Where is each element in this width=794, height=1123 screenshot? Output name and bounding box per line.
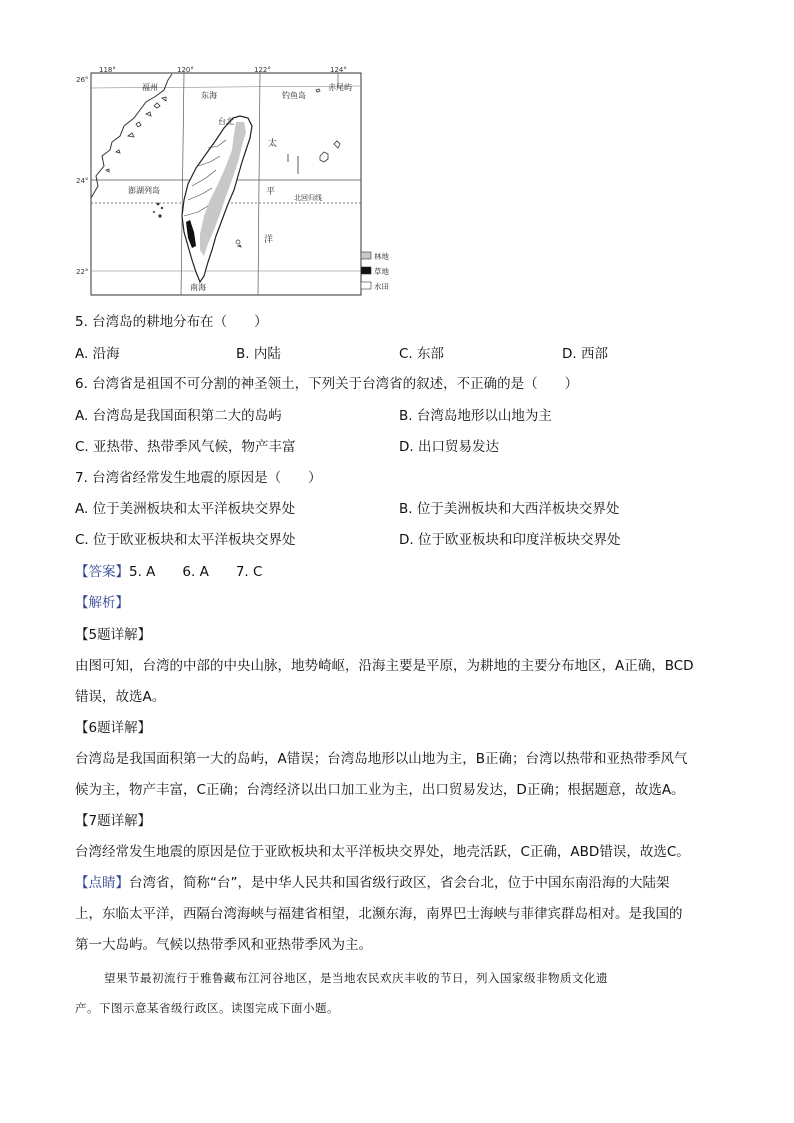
- q6-option-c[interactable]: C. 亚热带、热带季风气候，物产丰富: [75, 439, 296, 455]
- detail5-line2: 错误，故选A。: [75, 689, 166, 705]
- label-penghu: 澎湖列岛: [128, 186, 160, 195]
- lanyu-island: [238, 245, 241, 247]
- detail7-tag: 【7题详解】: [75, 813, 152, 829]
- legend-swatch-forest: [361, 252, 371, 259]
- label-diaoyu: 钓鱼岛: [282, 91, 306, 100]
- next-intro-line2: 产。下图示意某省级行政区。读图完成下面小题。: [75, 1001, 339, 1015]
- lon-label-124: 124°: [330, 66, 347, 74]
- lat-label-24: 24°: [76, 177, 89, 185]
- legend-swatch-grass: [361, 267, 371, 274]
- detail5-line1: 由图可知，台湾的中部的中央山脉，地势崎岖，沿海主要是平原，为耕地的主要分布地区，A正确，BCD: [75, 658, 694, 674]
- q7-option-a[interactable]: A. 位于美洲板块和太平洋板块交界处: [75, 501, 296, 517]
- lon-line-120: [181, 73, 184, 295]
- mainland-coast: [91, 74, 172, 198]
- detail5-tag: 【5题详解】: [75, 627, 152, 643]
- q5-option-b[interactable]: B. 内陆: [236, 346, 281, 362]
- analysis-tag: 【解析】: [75, 595, 129, 611]
- legend-label-grass: 草地: [374, 267, 389, 276]
- label-tropic: 北回归线: [294, 194, 322, 202]
- q7-stem: 7. 台湾省经常发生地震的原因是（ ）: [75, 470, 322, 486]
- q5-option-d[interactable]: D. 西部: [562, 346, 608, 362]
- dianjing-line2: 上，东临太平洋，西隔台湾海峡与福建省相望，北濒东海，南界巴士海峡与菲律宾群岛相对。是我国的: [75, 906, 683, 922]
- dianjing-text-1: 台湾省，简称“台”，是中华人民共和国省级行政区，省会台北，位于中国东南沿海的大陆架: [129, 875, 670, 891]
- detail7-line1: 台湾经常发生地震的原因是位于亚欧板块和太平洋板块交界处，地壳活跃，C正确，ABD错误，故选C。: [75, 844, 690, 860]
- q6-option-d[interactable]: D. 出口贸易发达: [399, 439, 499, 455]
- east-island-1: [320, 152, 328, 162]
- detail6-tag: 【6题详解】: [75, 720, 152, 736]
- label-ping: 平: [266, 187, 276, 197]
- label-tai: 太: [268, 139, 278, 149]
- lat-line-26: [91, 86, 361, 88]
- q7-option-b[interactable]: B. 位于美洲板块和大西洋板块交界处: [399, 501, 620, 517]
- legend-label-forest: 林地: [374, 252, 389, 261]
- q7-option-d[interactable]: D. 位于欧亚板块和印度洋板块交界处: [399, 532, 621, 548]
- taiwan-map: [76, 66, 396, 298]
- lon-label-118: 118°: [99, 66, 116, 74]
- dianjing-line1: [75, 873, 670, 893]
- label-nanhai: 南海: [190, 283, 206, 292]
- lon-label-122: 122°: [254, 66, 271, 74]
- legend-swatch-paddy: [361, 282, 371, 289]
- dianjing-tag: 【点睛】: [75, 875, 129, 891]
- q7-option-c[interactable]: C. 位于欧亚板块和太平洋板块交界处: [75, 532, 296, 548]
- answer-tag: 【答案】: [75, 564, 129, 580]
- q6-option-a[interactable]: A. 台湾岛是我国面积第二大的岛屿: [75, 408, 282, 424]
- label-fuzhou: 福州: [142, 83, 158, 92]
- lat-label-26: 26°: [76, 76, 89, 84]
- answer-line: [75, 562, 262, 582]
- legend-label-paddy: 水田: [374, 282, 389, 291]
- dianjing-line3: 第一大岛屿。气候以热带季风和亚热带季风为主。: [75, 937, 372, 953]
- lon-label-120: 120°: [177, 66, 194, 74]
- penghu-islands: [153, 203, 163, 218]
- q6-option-b[interactable]: B. 台湾岛地形以山地为主: [399, 408, 552, 424]
- lon-line-122: [258, 73, 260, 295]
- q5-stem: 5. 台湾岛的耕地分布在（ ）: [75, 314, 268, 330]
- label-taibei: 台北: [218, 117, 234, 126]
- label-chiwei: 赤尾屿: [328, 83, 352, 92]
- coastal-islands: [106, 97, 166, 172]
- q6-stem: 6. 台湾省是祖国不可分割的神圣领土，下列关于台湾省的叙述，不正确的是（ ）: [75, 376, 579, 392]
- east-island-2: [334, 141, 340, 148]
- label-yang: 洋: [264, 235, 274, 245]
- q5-option-a[interactable]: A. 沿海: [75, 346, 120, 362]
- detail6-line1: 台湾岛是我国面积第一大的岛屿，A错误；台湾岛地形以山地为主，B正确；台湾以热带和亚热带季风气: [75, 751, 688, 767]
- map-legend: [361, 251, 389, 291]
- q5-option-c[interactable]: C. 东部: [399, 346, 445, 362]
- lat-label-22: 22°: [76, 268, 89, 276]
- answer-text: 5. A 6. A 7. C: [129, 564, 263, 580]
- detail6-line2: 候为主，物产丰富，C正确；台湾经济以出口加工业为主，出口贸易发达，D正确；根据题意，故选A。: [75, 782, 685, 798]
- green-island: [236, 240, 240, 244]
- next-intro-line1: 望果节最初流行于雅鲁藏布江河谷地区，是当地农民欢庆丰收的节日，列入国家级非物质文化遗: [104, 971, 608, 985]
- label-donghai: 东海: [201, 91, 217, 100]
- map-svg: [76, 66, 396, 298]
- diaoyu-island: [316, 89, 320, 92]
